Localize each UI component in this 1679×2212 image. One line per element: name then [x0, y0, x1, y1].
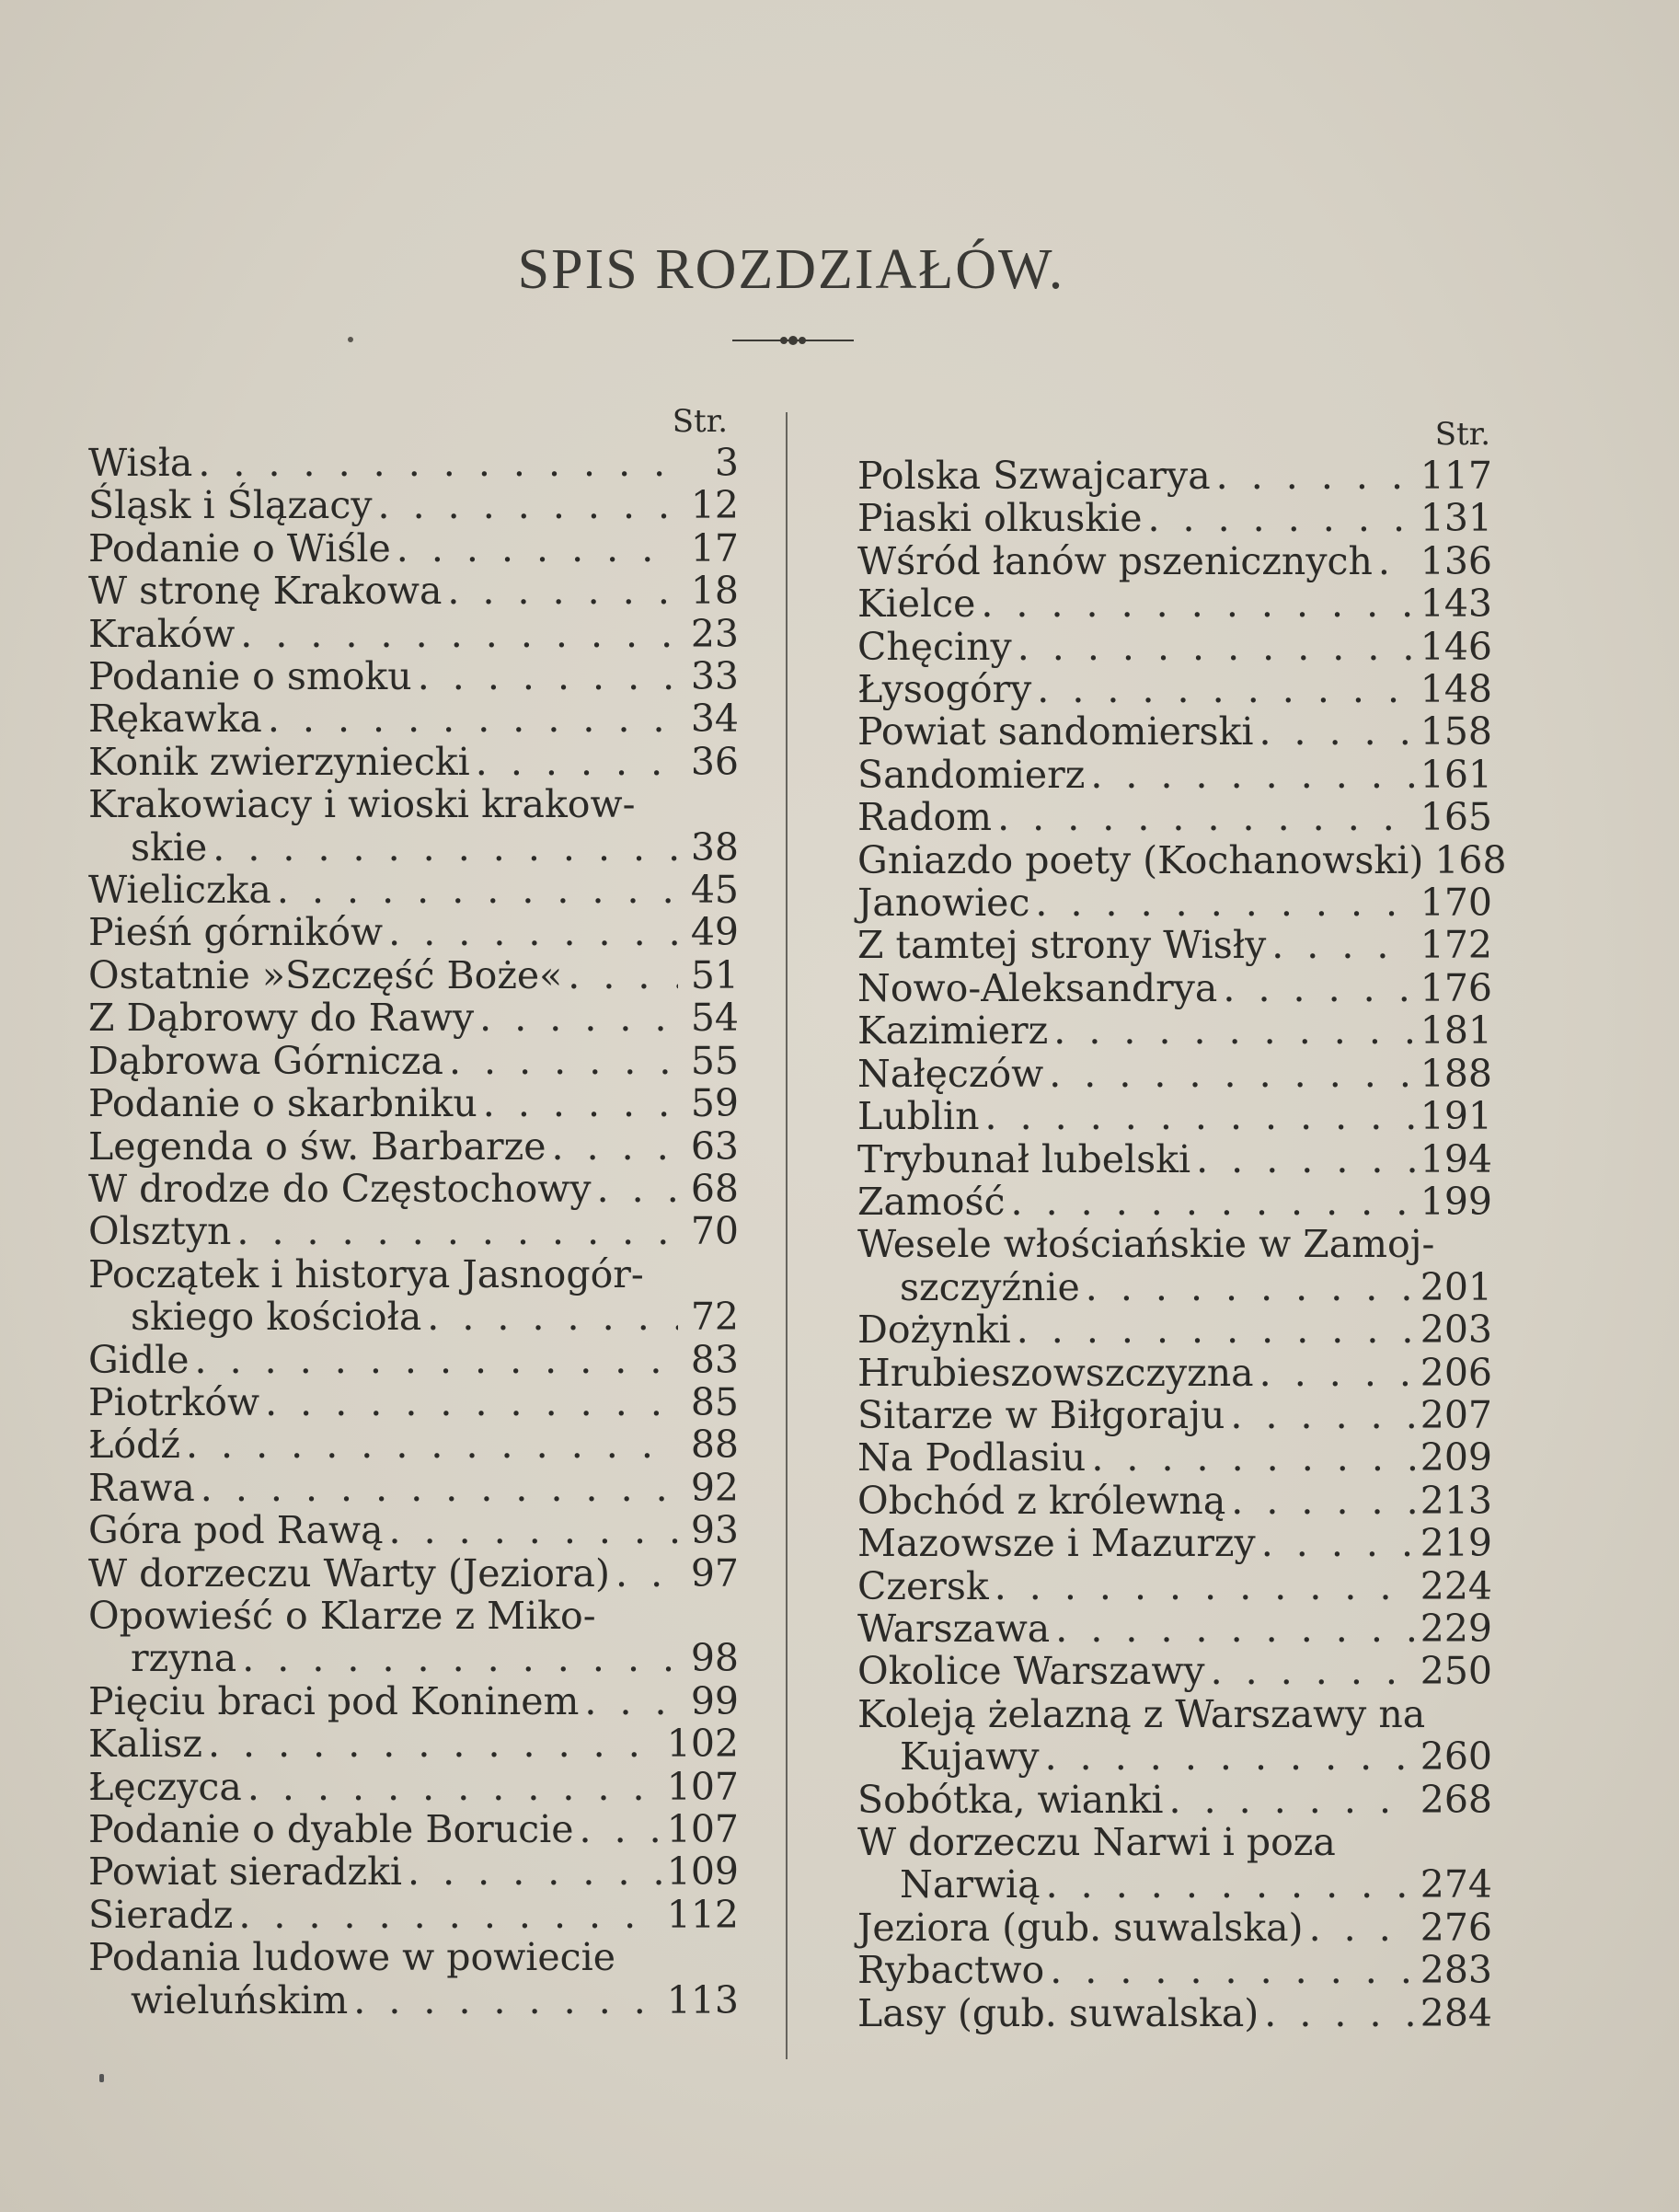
toc-entry-page: 113: [666, 1977, 739, 2022]
dot-leader: [198, 442, 678, 484]
toc-entry-page: 274: [1420, 1862, 1492, 1907]
toc-entry: [857, 881, 1492, 924]
toc-entry-page: 83: [690, 1337, 739, 1382]
toc-entry-page: 194: [1420, 1136, 1492, 1181]
toc-entry: [88, 783, 739, 869]
dot-leader: [1086, 1266, 1415, 1308]
toc-entry-title: Ostatnie »Szczęść Boże«: [88, 952, 563, 997]
toc-entry-title: Rawa: [88, 1465, 195, 1510]
toc-entry: [88, 484, 739, 526]
toc-entry-page: 107: [666, 1807, 739, 1851]
toc-entry-title-continuation: Narwią: [900, 1862, 1041, 1907]
dot-leader: [1037, 668, 1414, 710]
toc-entry-title: Wieliczka: [88, 868, 271, 913]
dot-leader: [584, 1680, 678, 1722]
toc-entry: [857, 837, 1507, 882]
toc-entry-page: 276: [1420, 1905, 1492, 1950]
toc-entry: [857, 967, 1492, 1009]
toc-entry-page: 12: [690, 483, 739, 528]
dot-leader: [1309, 1907, 1415, 1949]
toc-entry-title: Podania ludowe w powiecie: [88, 1935, 615, 1980]
dot-leader: [236, 1210, 678, 1252]
toc-entry-title: Legenda o św. Barbarze: [88, 1123, 546, 1169]
dot-leader: [378, 484, 678, 526]
toc-entry-title-continuation: rzyna: [131, 1636, 237, 1681]
toc-entry-page: 117: [1420, 454, 1492, 498]
dot-leader: [1259, 1352, 1415, 1394]
dot-leader: [985, 1095, 1415, 1137]
toc-entry-title: Rybactwo: [857, 1948, 1045, 1993]
toc-entry: [857, 1522, 1492, 1564]
dot-leader: [1259, 710, 1414, 753]
toc-entry-page: 207: [1420, 1392, 1492, 1437]
toc-entry-page: 107: [666, 1764, 739, 1809]
toc-entry-page: 161: [1420, 752, 1492, 797]
toc-entry-page: 54: [690, 996, 739, 1041]
toc-entry-title: Łęczyca: [88, 1764, 242, 1809]
toc-entry-page: 250: [1420, 1649, 1492, 1694]
dot-leader: [981, 582, 1414, 625]
toc-entry-title: Dożynki: [857, 1308, 1011, 1353]
toc-entry-title: Pieśń górników: [88, 910, 384, 955]
toc-entry: [857, 1009, 1492, 1052]
toc-entry-page: 165: [1420, 795, 1492, 840]
dot-leader: [247, 1766, 661, 1808]
toc-entry-page: 102: [666, 1722, 739, 1767]
toc-entry-title: Polska Szwajcarya: [857, 454, 1211, 498]
toc-entry-title: Trybunał lubelski: [857, 1136, 1191, 1181]
toc-entry: [857, 710, 1492, 753]
toc-entry: [88, 1339, 739, 1381]
toc-entry-title: Na Podlasiu: [857, 1435, 1087, 1480]
toc-entry: [857, 1095, 1492, 1137]
toc-entry: [88, 997, 739, 1039]
page-column-header: Str.: [1434, 416, 1490, 453]
toc-entry-title: Sandomierz: [857, 752, 1086, 797]
dot-leader: [277, 869, 678, 911]
toc-column-right: [857, 416, 1507, 2035]
toc-entry: [88, 1125, 739, 1168]
toc-entry-title: Zamość: [857, 1179, 1006, 1224]
toc-entry-page: 88: [690, 1423, 739, 1468]
toc-entry-title: Łysogóry: [857, 667, 1032, 712]
toc-entry: [88, 570, 739, 612]
toc-entry-page: 131: [1420, 496, 1492, 541]
toc-entry-page: 229: [1420, 1606, 1492, 1651]
toc-entry: [857, 540, 1492, 582]
dot-leader: [1169, 1779, 1415, 1821]
toc-entry: [88, 1766, 739, 1808]
toc-entry: [88, 911, 739, 953]
toc-entry-title: Warszawa: [857, 1606, 1051, 1651]
dot-leader: [1017, 1308, 1415, 1351]
dot-leader: [1264, 1992, 1414, 2034]
toc-entry-title: Góra pod Rawą: [88, 1508, 384, 1553]
ornament-divider-icon: [732, 329, 854, 351]
dot-leader: [476, 741, 678, 783]
toc-entry-title: Koleją żelazną z Warszawy na: [857, 1691, 1426, 1736]
toc-entry: [88, 741, 739, 783]
dot-leader: [208, 1722, 661, 1765]
toc-entry-page: 219: [1420, 1521, 1492, 1566]
toc-entry-page: 70: [690, 1209, 739, 1254]
toc-entry-title: W drodze do Częstochowy: [88, 1166, 592, 1211]
toc-entry-title: Łódź: [88, 1423, 180, 1468]
toc-entry: [857, 1223, 1492, 1308]
toc-entry-title: Z tamtej strony Wisły: [857, 923, 1267, 968]
toc-entry-title: W stronę Krakowa: [88, 569, 443, 614]
toc-entry-page: 17: [690, 525, 739, 570]
toc-entry: [857, 1992, 1492, 2034]
toc-entry-page: 92: [690, 1465, 739, 1510]
toc-entry-page: 206: [1420, 1350, 1492, 1395]
toc-entry: [88, 1509, 739, 1551]
toc-entry-page: 68: [690, 1166, 739, 1211]
toc-entry-title: Piaski olkuskie: [857, 496, 1143, 541]
toc-entry-page: 143: [1420, 582, 1492, 627]
toc-entry-title: Konik zwierzyniecki: [88, 739, 470, 784]
toc-entry-title: Początek i historya Jasnogór-: [88, 1251, 644, 1296]
toc-entry-page: 188: [1420, 1051, 1492, 1096]
toc-entry-title: Kalisz: [88, 1722, 202, 1767]
dot-leader: [1053, 1009, 1414, 1052]
toc-entry-title: Jeziora (gub. suwalska): [857, 1905, 1304, 1950]
toc-entry-page: 59: [690, 1081, 739, 1126]
toc-entry-page: 34: [690, 697, 739, 742]
dot-leader: [615, 1552, 678, 1595]
toc-entry-title: Krakowiacy i wioski krakow-: [88, 782, 636, 827]
dot-leader: [1011, 1181, 1415, 1223]
toc-entry-title: Śląsk i Ślązacy: [88, 483, 373, 528]
toc-entry-page: 209: [1420, 1435, 1492, 1480]
toc-entry-title: Piotrków: [88, 1379, 260, 1424]
toc-entry: [88, 527, 739, 570]
toc-entry: [88, 1040, 739, 1082]
dot-leader: [447, 570, 678, 612]
toc-entry-page: 49: [690, 910, 739, 955]
toc-entry: [857, 1565, 1492, 1607]
toc-entry-title: Kazimierz: [857, 1008, 1049, 1054]
toc-entry: [857, 455, 1492, 497]
toc-entry: [88, 697, 739, 740]
toc-entry-page: 203: [1420, 1308, 1492, 1353]
toc-entry: [88, 1467, 739, 1509]
dot-leader: [1261, 1522, 1415, 1564]
dot-leader: [1050, 1949, 1415, 1991]
toc-entry: [857, 924, 1492, 966]
toc-entry: [88, 869, 739, 911]
toc-entry-page: 268: [1420, 1777, 1492, 1822]
toc-entry: [857, 1308, 1492, 1351]
dot-leader: [1090, 754, 1414, 796]
toc-entry-title: Janowiec: [857, 881, 1030, 926]
dot-leader: [1230, 1394, 1414, 1436]
toc-entry-title: W dorzeczu Narwi i poza: [857, 1820, 1336, 1864]
dot-leader: [1147, 497, 1414, 539]
toc-entry-page: 98: [690, 1636, 739, 1681]
ink-speck: [348, 337, 353, 342]
dot-leader: [995, 1565, 1415, 1607]
dot-leader: [186, 1423, 678, 1466]
dot-leader: [1216, 455, 1415, 497]
toc-entry-title: Hrubieszowszczyzna: [857, 1350, 1254, 1395]
dot-leader: [597, 1168, 678, 1210]
toc-entry: [857, 1907, 1492, 1949]
toc-entry: [857, 1650, 1492, 1692]
toc-entry-title-continuation: szczyźnie: [900, 1264, 1080, 1309]
toc-entry-page: 260: [1420, 1734, 1492, 1780]
toc-entry-title: Dąbrowa Górnicza: [88, 1038, 443, 1083]
toc-entry: [88, 1894, 739, 1936]
toc-entry-page: 36: [690, 739, 739, 784]
toc-entry-title: Nałęczów: [857, 1051, 1044, 1096]
toc-entry-page: 191: [1420, 1094, 1492, 1139]
column-divider: [786, 412, 788, 2059]
toc-entry-title: Podanie o Wiśle: [88, 525, 391, 570]
toc-entry-page: 213: [1420, 1478, 1492, 1523]
toc-entry-page: 112: [666, 1892, 739, 1937]
ink-speck: [99, 2074, 104, 2082]
toc-entry-title: Powiat sandomierski: [857, 709, 1254, 755]
toc-entry-title: Kraków: [88, 611, 236, 656]
toc-entry-title: Sobótka, wianki: [857, 1777, 1164, 1822]
toc-entry: [857, 1352, 1492, 1394]
toc-entry-title: Lublin: [857, 1094, 980, 1139]
toc-entries-right: [857, 454, 1507, 2035]
toc-entry-title: Sitarze w Biłgoraju: [857, 1392, 1225, 1437]
toc-entry-page: 85: [690, 1379, 739, 1424]
dot-leader: [195, 1339, 679, 1381]
toc-entry-page: 170: [1420, 881, 1492, 926]
toc-entry-page: 72: [690, 1295, 739, 1340]
dot-leader: [238, 1894, 661, 1936]
dot-leader: [353, 1979, 661, 2022]
toc-entry: [88, 1808, 739, 1850]
dot-leader: [418, 655, 678, 697]
toc-entry: [857, 582, 1492, 625]
toc-entry-title: Gidle: [88, 1337, 190, 1382]
dot-leader: [449, 1040, 678, 1082]
dot-leader: [580, 1808, 661, 1850]
toc-entry-page: 199: [1420, 1179, 1492, 1224]
toc-entry-page: 158: [1420, 709, 1492, 755]
dot-leader: [1223, 967, 1414, 1009]
toc-entry: [88, 655, 739, 697]
toc-entry-page: 146: [1420, 624, 1492, 669]
toc-entry-page: 63: [690, 1123, 739, 1169]
toc-entry-title: Nowo-Aleksandrya: [857, 965, 1218, 1010]
dot-leader: [268, 697, 678, 740]
toc-entry: [857, 1053, 1492, 1095]
toc-entry-title: Wisła: [88, 441, 193, 485]
toc-entry-page: 45: [690, 868, 739, 913]
toc-entry-title: Gniazdo poety (Kochanowski): [857, 837, 1424, 882]
dot-leader: [1046, 1863, 1415, 1906]
toc-entry-title: Pięciu braci pod Koninem: [88, 1678, 580, 1723]
toc-entry-page: 168: [1434, 837, 1507, 882]
dot-leader: [389, 1509, 678, 1551]
dot-leader: [1035, 881, 1414, 924]
page-column-header: Str.: [672, 403, 728, 440]
toc-entry-title: Podanie o skarbniku: [88, 1081, 477, 1126]
toc-entry-title: W dorzeczu Warty (Jeziora): [88, 1550, 610, 1596]
toc-entry-page: 33: [690, 654, 739, 699]
toc-entry: [88, 1168, 739, 1210]
toc-entry: [857, 1138, 1492, 1181]
toc-entry: [857, 626, 1492, 668]
toc-entry: [857, 1480, 1492, 1522]
dot-leader: [1271, 924, 1415, 966]
toc-entry: [88, 1722, 739, 1765]
toc-entry: [857, 796, 1492, 838]
dot-leader: [1045, 1735, 1415, 1778]
toc-entry: [857, 1949, 1492, 1991]
toc-entry-page: 23: [690, 611, 739, 656]
toc-entry-page: 284: [1420, 1990, 1492, 2035]
toc-entry: [857, 1779, 1492, 1821]
toc-entry: [88, 613, 739, 655]
toc-entry-title: Lasy (gub. suwalska): [857, 1990, 1259, 2035]
toc-entry-page: 3: [714, 441, 739, 485]
toc-entry-page: 181: [1420, 1008, 1492, 1054]
toc-entry-page: 148: [1420, 667, 1492, 712]
page-title: SPIS ROZDZIAŁÓW.: [517, 238, 1065, 301]
toc-entry-page: 283: [1420, 1948, 1492, 1993]
toc-entry: [88, 442, 739, 484]
toc-entries-left: [88, 442, 739, 2022]
toc-entry-title: Okolice Warszawy: [857, 1649, 1205, 1694]
toc-entry-title: Z Dąbrowy do Rawy: [88, 996, 475, 1041]
dot-leader: [1378, 540, 1415, 582]
dot-leader: [213, 826, 678, 869]
toc-entry: [857, 754, 1492, 796]
dot-leader: [397, 527, 678, 570]
toc-entry-page: 201: [1420, 1264, 1492, 1309]
toc-entry-title: Czersk: [857, 1563, 989, 1608]
toc-entry: [88, 1082, 739, 1124]
toc-entry-title: Powiat sieradzki: [88, 1849, 403, 1895]
toc-entry-page: 93: [690, 1508, 739, 1553]
dot-leader: [483, 1082, 678, 1124]
dot-leader: [1049, 1053, 1415, 1095]
dot-leader: [1018, 626, 1415, 668]
toc-entry: [857, 1693, 1492, 1779]
dot-leader: [240, 613, 678, 655]
toc-entry-page: 176: [1420, 965, 1492, 1010]
toc-entry: [857, 668, 1492, 710]
toc-entry-title: Podanie o smoku: [88, 654, 412, 699]
dot-leader: [265, 1381, 678, 1423]
toc-entry: [88, 1210, 739, 1252]
toc-entry-title: Mazowsze i Mazurzy: [857, 1521, 1256, 1566]
dot-leader: [408, 1850, 661, 1893]
toc-entry-title: Wesele włościańskie w Zamoj-: [857, 1222, 1435, 1267]
dot-leader: [552, 1125, 678, 1168]
dot-leader: [388, 911, 678, 953]
dot-leader: [479, 997, 678, 1039]
toc-entry: [88, 1552, 739, 1595]
toc-entry: [857, 1607, 1492, 1650]
toc-entry-page: 51: [690, 952, 739, 997]
toc-entry-title: Sieradz: [88, 1892, 234, 1937]
toc-entry: [857, 497, 1492, 539]
toc-entry-title-continuation: wieluńskim: [131, 1977, 349, 2022]
dot-leader: [1091, 1436, 1414, 1479]
toc-entry: [88, 1850, 739, 1893]
toc-entry-page: 55: [690, 1038, 739, 1083]
dot-leader: [201, 1467, 678, 1509]
dot-leader: [568, 954, 678, 997]
dot-leader: [1211, 1650, 1415, 1692]
dot-leader: [997, 796, 1415, 838]
toc-entry-title: Wśród łanów pszenicznych: [857, 538, 1373, 583]
toc-entry-title: Radom: [857, 795, 993, 840]
toc-entry: [88, 1253, 739, 1339]
dot-leader: [1231, 1480, 1414, 1522]
toc-entry: [88, 1936, 739, 2022]
dot-leader: [242, 1637, 678, 1679]
toc-entry-page: 38: [690, 824, 739, 870]
toc-entry: [88, 1680, 739, 1722]
dot-leader: [1055, 1607, 1414, 1650]
toc-entry-page: 172: [1420, 923, 1492, 968]
toc-entry: [857, 1394, 1492, 1436]
toc-entry: [857, 1821, 1492, 1907]
toc-entry-page: 224: [1420, 1563, 1492, 1608]
toc-column-left: [88, 403, 739, 2022]
toc-entry-title: Kielce: [857, 582, 976, 627]
toc-entry: [88, 1595, 739, 1680]
toc-entry-title-continuation: skie: [131, 824, 208, 870]
toc-entry-page: 99: [690, 1678, 739, 1723]
toc-entry-page: 109: [666, 1849, 739, 1895]
toc-entry-title: Obchód z królewną: [857, 1478, 1226, 1523]
toc-entry-title-continuation: Kujawy: [900, 1734, 1040, 1780]
toc-entry-page: 18: [690, 569, 739, 614]
toc-entry-page: 97: [690, 1550, 739, 1596]
toc-entry: [857, 1436, 1492, 1479]
toc-entry-title: Olsztyn: [88, 1209, 232, 1254]
toc-entry: [88, 1423, 739, 1466]
toc-entry: [88, 954, 739, 997]
toc-entry-title: Podanie o dyable Borucie: [88, 1807, 574, 1851]
dot-leader: [427, 1296, 678, 1338]
toc-entry-title: Opowieść o Klarze z Miko-: [88, 1593, 596, 1638]
toc-entry-page: 136: [1420, 538, 1492, 583]
toc-entry-title: Rękawka: [88, 697, 262, 742]
toc-entry: [88, 1381, 739, 1423]
dot-leader: [1196, 1138, 1415, 1181]
toc-entry-title: Chęciny: [857, 624, 1012, 669]
toc-entry: [857, 1181, 1492, 1223]
toc-entry-title-continuation: skiego kościoła: [131, 1295, 422, 1340]
